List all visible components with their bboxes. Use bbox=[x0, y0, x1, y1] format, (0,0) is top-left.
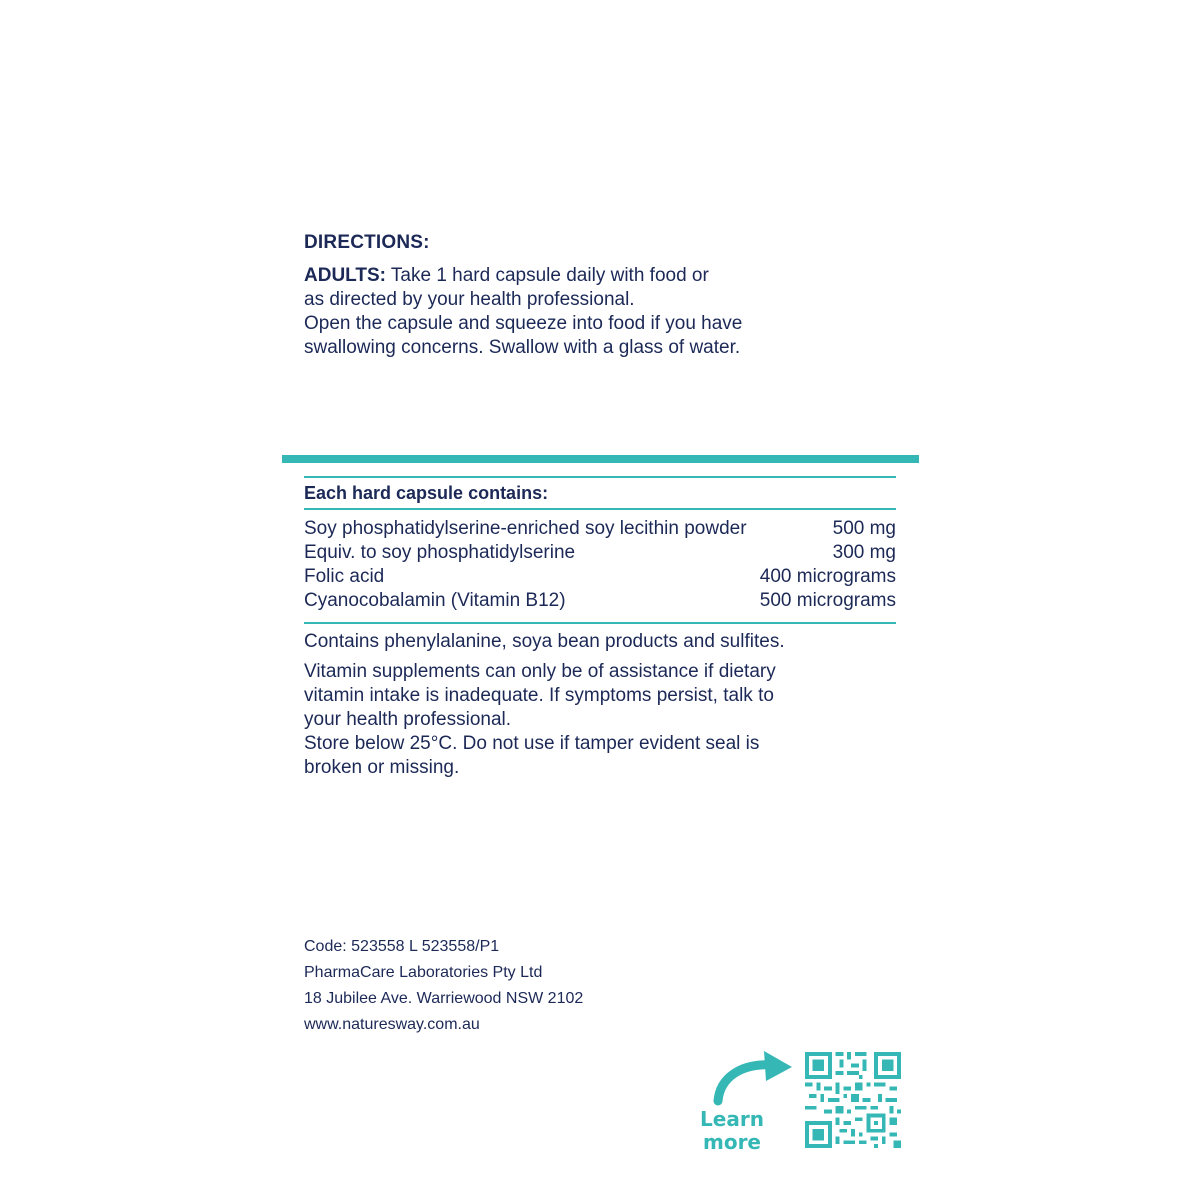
teal-divider-under-heading bbox=[304, 508, 896, 510]
ingredient-name: Soy phosphatidylserine-enriched soy lecithin powder bbox=[304, 518, 747, 539]
warnings-section bbox=[304, 630, 904, 780]
ingredients-table bbox=[304, 517, 896, 613]
ingredient-name: Cyanocobalamin (Vitamin B12) bbox=[304, 590, 566, 611]
ingredient-name: Folic acid bbox=[304, 566, 385, 587]
company-name: PharmaCare Laboratories Pty Ltd bbox=[304, 964, 543, 981]
learn-more-line-2: more bbox=[702, 1130, 761, 1154]
directions-line-1-text: Take 1 hard capsule daily with food or bbox=[385, 265, 709, 286]
adults-label: ADULTS: bbox=[304, 265, 386, 286]
product-code: Code: 523558 L 523558/P1 bbox=[304, 938, 500, 955]
ingredient-row bbox=[304, 517, 896, 541]
ingredient-row bbox=[304, 565, 896, 589]
ingredient-amount: 300 mg bbox=[832, 542, 896, 563]
ingredient-row bbox=[304, 541, 896, 565]
directions-line-4: swallowing concerns. Swallow with a glass of water. bbox=[304, 337, 741, 358]
directions-line-1 bbox=[304, 264, 904, 288]
ingredient-name: Equiv. to soy phosphatidylserine bbox=[304, 542, 576, 563]
directions-line-3: Open the capsule and squeeze into food if you have bbox=[304, 313, 743, 334]
warning-line-5: broken or missing. bbox=[304, 757, 460, 778]
website-link[interactable]: www.naturesway.com.au bbox=[304, 1016, 480, 1033]
allergen-statement: Contains phenylalanine, soya bean products and sulfites. bbox=[304, 631, 785, 652]
teal-divider-top bbox=[304, 476, 896, 478]
warning-line-2: vitamin intake is inadequate. If symptoms persist, talk to bbox=[304, 685, 774, 706]
ingredient-amount: 500 mg bbox=[832, 518, 896, 539]
directions-line-2: as directed by your health professional. bbox=[304, 289, 635, 310]
warning-line-4: Store below 25°C. Do not use if tamper evident seal is bbox=[304, 733, 760, 754]
company-address: 18 Jubilee Ave. Warriewood NSW 2102 bbox=[304, 990, 584, 1007]
directions-section bbox=[304, 232, 904, 360]
teal-divider-bottom bbox=[304, 622, 896, 624]
learn-more-label[interactable] bbox=[700, 1108, 764, 1154]
teal-divider-thick bbox=[282, 455, 919, 463]
qr-code-icon[interactable] bbox=[805, 1052, 901, 1148]
directions-heading: DIRECTIONS: bbox=[304, 232, 430, 253]
contents-heading: Each hard capsule contains: bbox=[304, 483, 549, 503]
ingredient-amount: 500 micrograms bbox=[759, 590, 896, 611]
ingredient-amount: 400 micrograms bbox=[759, 566, 896, 587]
ingredient-row bbox=[304, 589, 896, 613]
warning-line-1: Vitamin supplements can only be of assistance if dietary bbox=[304, 661, 776, 682]
manufacturer-info bbox=[304, 934, 804, 1038]
warning-line-3: your health professional. bbox=[304, 709, 512, 730]
learn-more-line-1: Learn bbox=[700, 1107, 764, 1131]
